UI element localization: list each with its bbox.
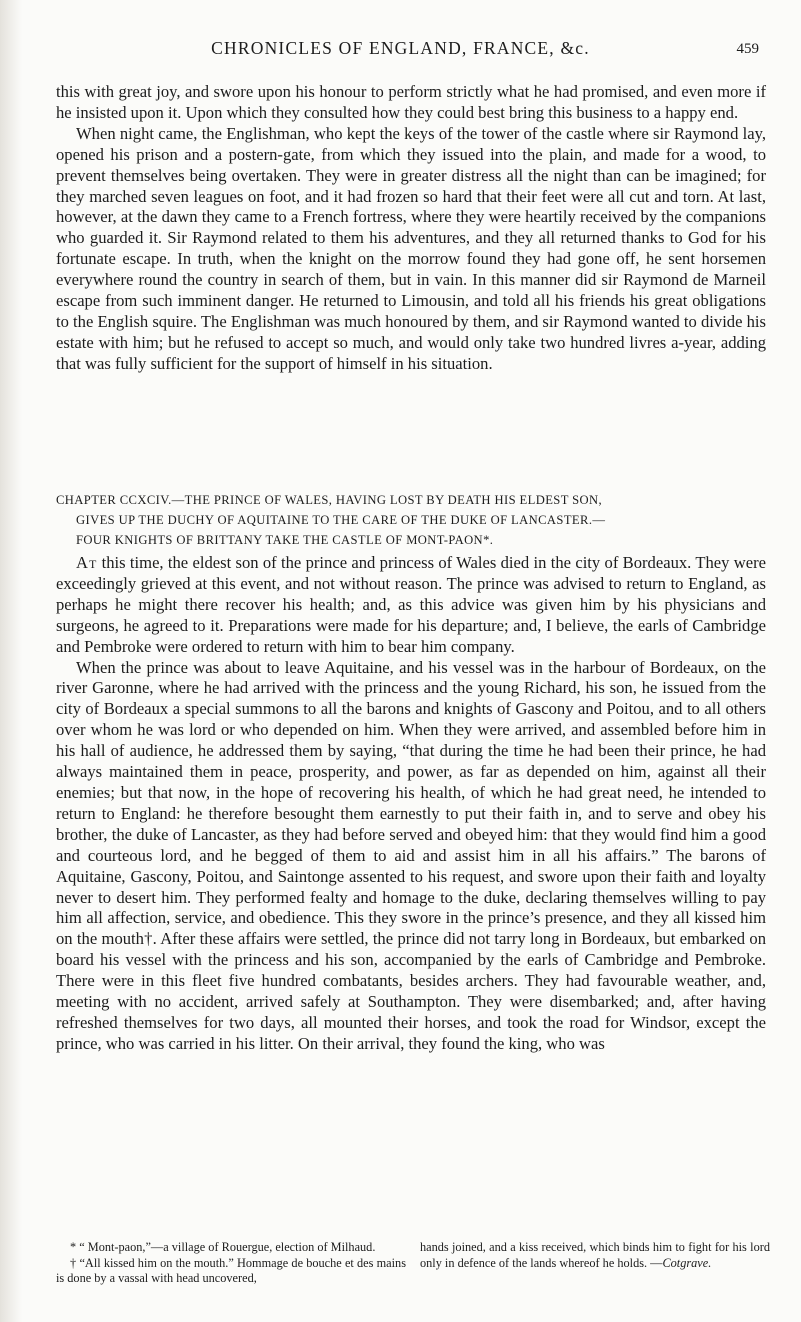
body-section-continued xyxy=(56,82,766,375)
chapter-heading-text: FOUR KNIGHTS OF BRITTANY TAKE THE CASTLE OF MONT-PAON xyxy=(76,533,484,547)
chapter-heading-text: GIVES UP THE DUCHY OF AQUITAINE TO THE CARE OF THE DUKE OF LANCASTER.— xyxy=(76,513,606,527)
attribution-dash: — xyxy=(650,1255,663,1270)
footnote: † “All kissed him on the mouth.” Hommage de bouche et des mains is done by a vassal with head uncovered, xyxy=(56,1255,406,1286)
footnote-attribution: Cotgrave. xyxy=(662,1255,712,1270)
paragraph: this with great joy, and swore upon his honour to perform strictly what he had promised, and even more if he insisted upon it. Upon which they consulted how they could best bring this business to a happy end. xyxy=(56,82,766,122)
paragraph-text: When the prince was about to leave Aquitaine, and his vessel was in the harbour of Bordeaux, on the river Garonne, where he had arrived with the princess and the young Richard, his son, he issued from the city of Bordeaux a special summons to all the barons and knights of Gascony and Poitou, and to all others over whom he was lord or who depended on him. When they were arrived, and assembled before him in his hall of audience, he addressed them by saying, “that during the time he had been their prince, he had always maintained them in peace, prosperity, and power, as far as depended on him, against all their enemies; but that now, in the hope of recovering his health, of which he had great need, he intended to return to England: he therefore besought them earnestly to put their faith in, and to serve and obey his brother, the duke of Lancaster, as they had before served and obeyed him: that they would find him a good and courteous lord, and he begged of them to aid and assist him in all his affairs.” The barons of Aquitaine, Gascony, Poitou, and Saintonge assented to his request, and swore upon their faith and loyalty never to desert him. They performed fealty and homage to the duke, declaring themselves willing to pay him all affection, service, and obedience. This they swore in the prince’s presence, and they all kissed him on the mouth xyxy=(56,657,766,949)
chapter-heading-line: CHAPTER CCXCIV.—THE PRINCE OF WALES, HAVING LOST BY DEATH HIS ELDEST SON, xyxy=(56,493,603,507)
footnote-continued xyxy=(420,1240,770,1271)
body-section-chapter xyxy=(56,553,766,1055)
footnotes xyxy=(56,1240,770,1287)
footnote-column-right xyxy=(420,1240,770,1287)
chapter-heading xyxy=(56,490,766,550)
paragraph: When night came, the Englishman, who kept the keys of the tower of the castle where sir Raymond lay, opened his prison and a postern-gate, from which they issued into the plain, and made for a wood, to prevent themselves being overtaken. They were in greater distress all the night than can be imagined; for they marched seven leagues on foot, and it had frozen so hard that their feet were all cut and torn. At last, however, at the dawn they came to a French fortress, where they were heartily received by the companions who guarded it. Sir Raymond related to them his adventures, and they all returned thanks to God for his fortunate escape. In truth, when the knight on the morrow found they had gone off, he sent horsemen everywhere round the country in search of them, but in vain. In this manner did sir Raymond de Marneil escape from such imminent danger. He returned to Limousin, and told all his friends his great obligations to the English squire. The Englishman was much honoured by them, and sir Raymond wanted to divide his estate with him; but he refused to accept so much, and would only take two hundred livres a-year, adding that was fully sufficient for the support of himself in his situation. xyxy=(56,123,766,373)
running-head xyxy=(0,38,801,62)
paragraph-text: this time, the eldest son of the prince and princess of Wales died in the city of Bordeaux. They were exceedingly grieved at this event, and not without reason. The prince was advised to return to England, as perhaps he might there recover his health; and, as this advice was given him by his physicians and surgeons, he agreed to it. Preparations were made for his departure; and, I believe, the earls of Cambridge and Pembroke were ordered to return with him to bear him company. xyxy=(56,553,766,656)
footnote-text: hands joined, and a kiss received, which binds him to fight for his lord only in defence of the lands whereof he holds. xyxy=(420,1240,770,1270)
footnote-column-left xyxy=(56,1240,406,1287)
page-number: 459 xyxy=(736,41,759,57)
running-title: CHRONICLES OF ENGLAND, FRANCE, &c. xyxy=(211,38,590,58)
paragraph xyxy=(56,553,766,658)
footnote-marker: *. xyxy=(483,533,494,547)
chapter-heading-line xyxy=(56,510,766,530)
opening-words: At xyxy=(76,553,98,572)
paragraph-text: . After these affairs were settled, the prince did not tarry long in Bordeaux, but embarked on board his vessel with the princess and his son, accompanied by the earls of Cambridge and Pembroke. There were in this fleet five hundred combatants, besides archers. They had favourable weather, and, meeting with no accident, arrived safely at Southampton. They were disembarked; and, after having refreshed themselves for two days, all mounted their horses, and took the road for Windsor, except the prince, who was carried in his litter. On their arrival, they found the king, who was xyxy=(56,929,766,1053)
paragraph xyxy=(56,658,766,1055)
chapter-heading-line xyxy=(56,530,766,550)
footnote-marker: † xyxy=(143,929,153,949)
footnote: * “ Mont-paon,”—a village of Rouergue, election of Milhaud. xyxy=(70,1240,376,1254)
